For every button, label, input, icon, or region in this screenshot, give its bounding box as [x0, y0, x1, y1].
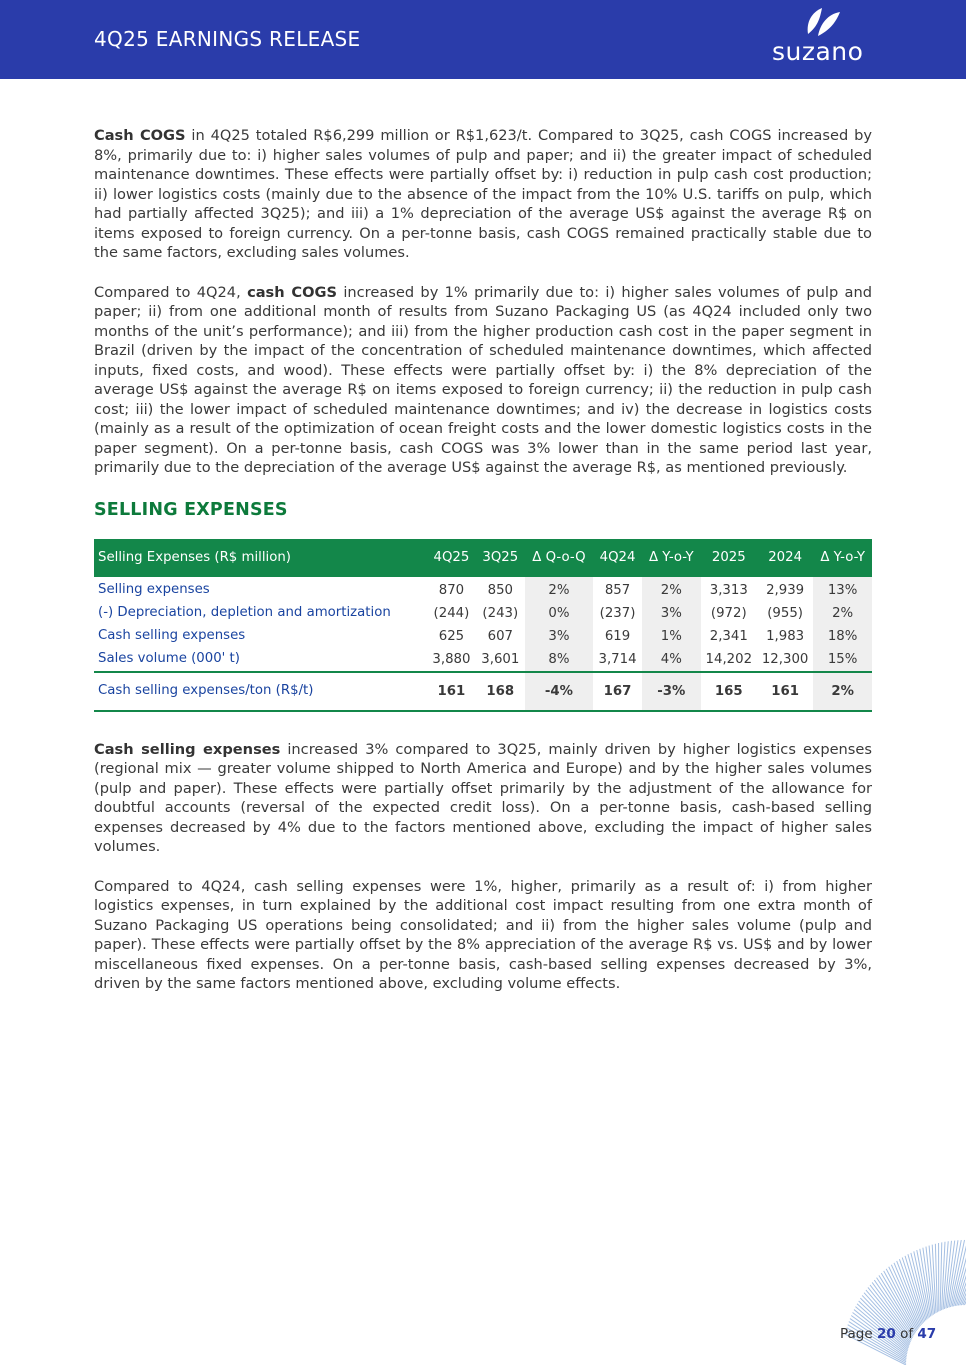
table-cell: 607: [487, 628, 513, 644]
brand-wordmark: suzano: [772, 37, 864, 66]
table-cell: 3,601: [481, 651, 520, 667]
table-cell: 1,983: [766, 628, 805, 644]
table-cell: 168: [476, 672, 525, 711]
table-cell: 870: [438, 582, 465, 598]
column-header: Δ Y-o-Y: [642, 539, 701, 577]
table-cell: 3,714: [598, 651, 637, 667]
table-cell: 15%: [813, 648, 872, 672]
table-cell: 2,939: [766, 582, 805, 598]
table-cell: -3%: [642, 672, 701, 711]
cash-selling-paragraph-qoq: Cash selling expenses increased 3% compared to 3Q25, mainly driven by higher logistics expenses (regional mix — greater volume shipped to North America and Europe) and by the higher sales volumes (pulp and paper). These effects were partially offset primarily by the adjustment of the allowance for doubtful accounts (reversal of the expected credit loss). On a per-tonne basis, cash-based selling expenses decreased by 4% due to the factors mentioned above, excluding the impact of higher sales volumes.: [94, 740, 872, 855]
table-cell: 625: [438, 628, 465, 644]
table-cell: 8%: [525, 648, 593, 672]
table-cell: 4%: [642, 648, 701, 672]
column-header: 2025: [701, 539, 757, 577]
table-cell: -4%: [525, 672, 593, 711]
table-cell: 3%: [525, 625, 593, 648]
table-row: [94, 625, 872, 648]
row-label: Selling expenses: [98, 582, 210, 597]
decorative-swirl-icon: [770, 1230, 966, 1365]
table-cell: 2%: [525, 577, 593, 602]
table-cell: 850: [487, 582, 513, 598]
selling-expenses-table: [94, 539, 872, 712]
row-label: (-) Depreciation, depletion and amortization: [98, 605, 391, 620]
table-cell: 165: [701, 672, 757, 711]
table-cell: 3,880: [432, 651, 471, 667]
section-title: SELLING EXPENSES: [94, 499, 288, 520]
column-header: Δ Y-o-Y: [813, 539, 872, 577]
table-cell: 161: [757, 672, 813, 711]
table-cell: (243): [482, 605, 519, 621]
page-header: [0, 0, 966, 79]
table-cell: 857: [604, 582, 631, 598]
table-cell: 161: [427, 672, 476, 711]
document-title: 4Q25 EARNINGS RELEASE: [94, 27, 361, 51]
table-cell: 167: [593, 672, 642, 711]
table-cell: (972): [710, 605, 747, 621]
row-label: Cash selling expenses/ton (R$/t): [94, 672, 427, 711]
table-cell: 2%: [642, 577, 701, 602]
table-row: [94, 602, 872, 625]
column-header: 4Q24: [593, 539, 642, 577]
table-cell: 2%: [813, 672, 872, 711]
table-row: [94, 577, 872, 602]
cash-cogs-paragraph-qoq: Cash COGS in 4Q25 totaled R$6,299 million or R$1,623/t. Compared to 3Q25, cash COGS increased by 8%, primarily due to: i) higher sales volumes of pulp and paper; and ii) the greater impact of scheduled maintenance downtimes. These effects were partially offset by: i) reduction in pulp cash cost production; ii) lower logistics costs (mainly due to the absence of the impact from the 10% U.S. tariffs on pulp, which had partially affected 3Q25); and iii) a 1% depreciation of the average US$ against the average R$ on items exposed to foreign currency. On a per-tonne basis, cash COGS remained practically stable due to the same factors, excluding sales volumes.: [94, 127, 872, 261]
column-header: 3Q25: [476, 539, 525, 577]
table-cell: 619: [604, 628, 631, 644]
table-cell: 18%: [813, 625, 872, 648]
page-number: Page 20 of 47: [840, 1326, 937, 1342]
table-cell: (237): [599, 605, 636, 621]
column-header: Selling Expenses (R$ million): [94, 539, 427, 577]
row-label: Cash selling expenses: [98, 628, 246, 643]
page-content: [94, 126, 872, 994]
table-cell: 14,202: [705, 651, 753, 667]
table-cell: 3,313: [709, 582, 748, 598]
column-header: Δ Q-o-Q: [525, 539, 593, 577]
cash-cogs-paragraph-yoy: Compared to 4Q24, cash COGS increased by 1% primarily due to: i) higher sales volumes of pulp and paper; ii) from one additional month of results from Suzano Packaging US (as 4Q24 included only two months of the unit’s performance); and iii) from the higher production cash cost in the paper segment in Brazil (driven by the impact of the concentration of scheduled maintenance downtimes, which affected inputs, fixed costs, and wood). These effects were partially offset by: i) the 8% depreciation of the average US$ against the average R$ on items exposed to foreign currency; ii) the reduction in pulp cash cost; iii) the lower impact of scheduled maintenance downtimes; and iv) the decrease in logistics costs (mainly as a result of the optimization of ocean freight costs and the lower domestic logistics costs in the paper segment). On a per-tonne basis, cash COGS was 3% lower than in the same period last year, primarily due to the depreciation of the average US$ against the average R$, as mentioned previously.: [94, 283, 873, 476]
table-cell: 13%: [813, 577, 872, 602]
table-row-total: [94, 672, 872, 711]
table-row: [94, 648, 872, 672]
table-header-row: [94, 539, 872, 577]
swirl-line: [940, 1242, 942, 1310]
table-cell: (244): [433, 605, 470, 621]
table-cell: 1%: [642, 625, 701, 648]
column-header: 4Q25: [427, 539, 476, 577]
table-cell: 2,341: [709, 628, 748, 644]
row-label: Sales volume (000' t): [98, 651, 240, 666]
table-cell: 3%: [642, 602, 701, 625]
column-header: 2024: [757, 539, 813, 577]
table-cell: 2%: [813, 602, 872, 625]
table-cell: (955): [767, 605, 803, 621]
table-cell: 12,300: [761, 651, 809, 667]
table-cell: 0%: [525, 602, 593, 625]
cash-selling-paragraph-yoy: Compared to 4Q24, cash selling expenses were 1%, higher, primarily as a result of: i) from higher logistics expenses, in turn explained by the additional cost impact resulting from one extra month of Suzano Packaging US operations being consolidated; and ii) from the higher sales volume (pulp and paper). These effects were partially offset by the 8% appreciation of the average R$ vs. US$ and by lower miscellaneous fixed expenses. On a per-tonne basis, cash-based selling expenses decreased by 3%, driven by the same factors mentioned above, excluding volume effects.: [94, 877, 872, 992]
